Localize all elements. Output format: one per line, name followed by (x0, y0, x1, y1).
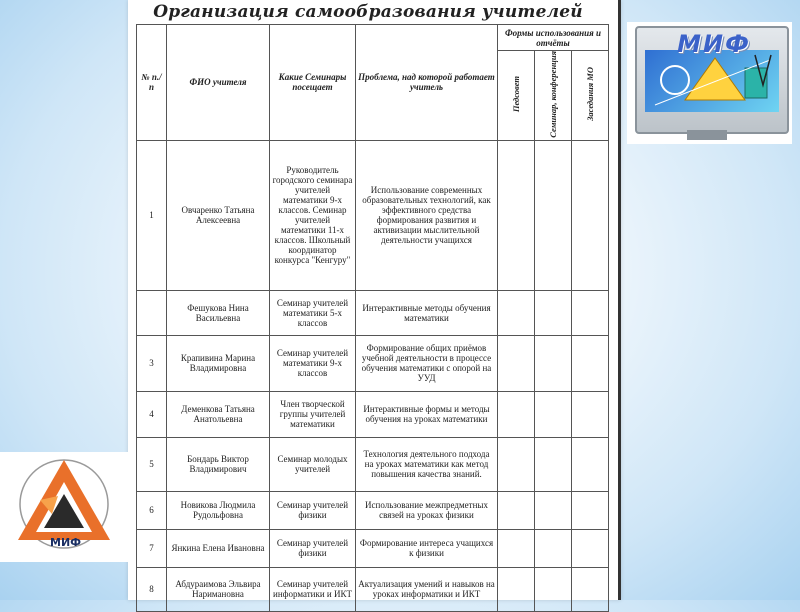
header-seminars: Какие Семинары посещает (270, 25, 356, 141)
table-row: 7 Янкина Елена Ивановна Семинар учителей физики Формирование интереса учащихся к физики (137, 529, 609, 567)
mif-monitor-logo (627, 22, 792, 144)
header-mo: Заседания МО (572, 51, 609, 141)
header-seminar: Семинар, конференция (535, 51, 572, 141)
monitor-stand (687, 130, 727, 140)
table-row: 5 Бондарь Виктор Владимирович Семинар молодых учителей Технология деятельного подхода на уроках математики как метод повышения качества знаний. (137, 437, 609, 491)
logo-text-top: МИФ (677, 30, 751, 58)
table-row: Фешукова Нина Васильевна Семинар учителей математики 5-х классов Интерактивные методы обучения математики (137, 290, 609, 335)
header-problem: Проблема, над которой работает учитель (356, 25, 498, 141)
logo-text-bottom: МИФ (50, 536, 82, 549)
table-row: 4 Деменкова Татьяна Анатольевна Член творческой группы учителей математики Интерактивные формы и методы обучения на уроках математики (137, 391, 609, 437)
geometry-shapes-icon (645, 50, 779, 112)
table-row: 3 Крапивина Марина Владимировна Семинар учителей математики 9-х классов Формирование общих приёмов учебной деятельности в процессе обучения математики с опорой на УУД (137, 335, 609, 391)
teachers-table (136, 24, 609, 612)
table-row: 6 Новикова Людмила Рудольфовна Семинар учителей физики Использование межпредметных связей на уроках физики (137, 491, 609, 529)
page-title: Организация самообразования учителей (153, 2, 583, 22)
header-num: № п./п (137, 25, 167, 141)
table-row: 8 Абдураимова Эльвира Наримановна Семинар учителей информатики и ИКТ Актуализация умений и навыков на уроках информатики и ИКТ (137, 567, 609, 611)
header-forms: Формы использования и отчёты (498, 25, 609, 51)
header-fio: ФИО учителя (167, 25, 270, 141)
mif-triangle-logo (0, 452, 130, 562)
monitor-icon (635, 26, 789, 134)
geometry-screen (645, 50, 779, 112)
table-row: 1 Овчаренко Татьяна Алексеевна Руководитель городского семинара учителей математики 9-х классов. Семинар учителей математики 11-х классов. Школьный координатор конкурса "Кенгуру" Использование современных образовательных технологий, как эффективного средства формирования развития и активизации мыслительной деятельности учащихся (137, 140, 609, 290)
header-pedsovet: Педсовет (498, 51, 535, 141)
document-page (128, 0, 621, 600)
